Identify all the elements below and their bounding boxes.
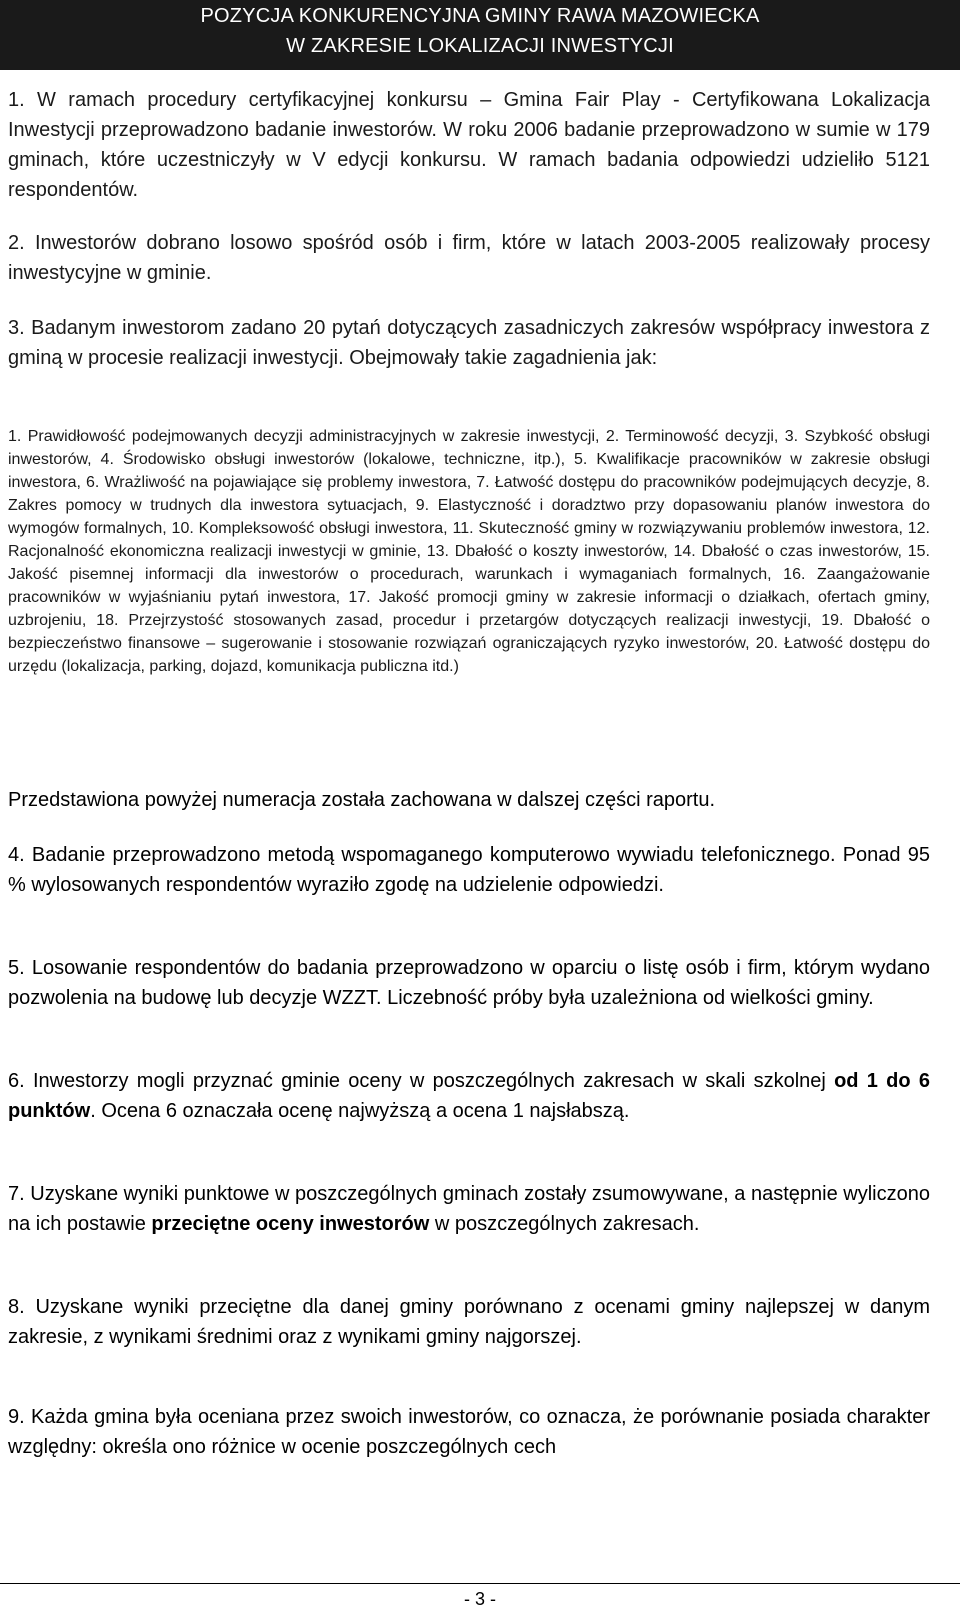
paragraph-7-text-end: w poszczególnych zakresach. xyxy=(429,1213,700,1235)
paragraph-6-text-start: 6. Inwestorzy mogli przyznać gminie oceny w poszczególnych zakresach w skali szkolnej xyxy=(8,1070,835,1092)
paragraph-9: 9. Każda gmina była oceniana przez swoich inwestorów, co oznacza, że porównanie posiada charakter względny: określa ono różnice w ocenie poszczególnych cech xyxy=(8,1406,930,1458)
paragraph-1: 1. W ramach procedury certyfikacyjnej konkursu – Gmina Fair Play - Certyfikowana Lokalizacja Inwestycji przeprowadzono badanie inwestorów. W roku 2006 badanie przeprowadzono w sumie w 179 gminach, które uczestniczyły w V edycji konkursu. W ramach badania odpowiedzi udzieliło 5121 respondentów. xyxy=(8,89,930,201)
paragraph-4: 4. Badanie przeprowadzono metodą wspomaganego komputerowo wywiadu telefonicznego. Ponad 95 % wylosowanych respondentów wyraziło zgodę na udzielenie odpowiedzi. xyxy=(8,844,930,896)
paragraph-6-text-end: . Ocena 6 oznaczała ocenę najwyższą a ocena 1 najsłabszą. xyxy=(90,1100,630,1122)
paragraph-6-bold-scale: od 1 do 6 punktów xyxy=(8,1070,930,1122)
paragraph-3: 3. Badanym inwestorom zadano 20 pytań dotyczących zasadniczych zakresów współpracy inwestora z gminą w procesie realizacji inwestycji. Obejmowały takie zagadnienia jak: xyxy=(8,317,930,369)
paragraph-8: 8. Uzyskane wyniki przeciętne dla danej gminy porównano z ocenami gminy najlepszej w danym zakresie, z wynikami średnimi oraz z wynikami gminy najgorszej. xyxy=(8,1296,930,1348)
paragraph-6 xyxy=(8,1066,930,1126)
footer-divider xyxy=(0,1583,960,1584)
header-title-line2: W ZAKRESIE LOKALIZACJI INWESTYCJI xyxy=(286,35,674,57)
header-title-line1: POZYCJA KONKURENCYJNA GMINY RAWA MAZOWIECKA xyxy=(200,5,760,27)
paragraph-7-bold-ratings: przeciętne oceny inwestorów xyxy=(151,1213,430,1235)
paragraph-7 xyxy=(8,1179,930,1239)
question-list: 1. Prawidłowość podejmowanych decyzji administracyjnych w zakresie inwestycji, 2. Terminowość decyzji, 3. Szybkość obsługi inwestorów, 4. Środowisko obsługi inwestorów (lokalowe, techniczne, itp.), 5. Kwalifikacje pracowników w zakresie obsługi inwestora, 6. Wrażliwość na pojawiające się problemy inwestora, 7. Łatwość dostępu do pracowników podejmujących decyzje, 8. Zakres pomocy w trudnych dla inwestora sytuacjach, 9. Elastyczność i doradztwo przy dopasowaniu planów inwestora do wymogów formalnych, 10. Kompleksowość obsługi inwestora, 11. Skuteczność gminy w rozwiązywaniu problemów inwestora, 12. Racjonalność ekonomiczna realizacji inwestycji w gminie, 13. Dbałość o koszty inwestorów, 14. Dbałość o czas inwestorów, 15. Jakość pisemnej informacji dla inwestorów o procedurach, warunkach i wymaganiach formalnych, 16. Zaangażowanie pracowników w wyjaśnianiu pytań inwestora, 17. Jakość promocji gminy w zakresie informacji o działkach, ofertach gminy, uzbrojeniu, 18. Przejrzystość stosowanych zasad, procedur i przetargów dotyczących realizacji inwestycji, 19. Dbałość o bezpieczeństwo finansowe – sugerowanie i stosowanie rozwiązań ograniczających ryzyko inwestorów, 20. Łatwość dostępu do urzędu (lokalizacja, parking, dojazd, komunikacja publiczna itd.) xyxy=(8,428,930,675)
paragraph-2: 2. Inwestorów dobrano losowo spośród osób i firm, które w latach 2003-2005 realizowały procesy inwestycyjne w gminie. xyxy=(8,232,930,284)
paragraph-7-text-start: 7. Uzyskane wyniki punktowe w poszczególnych gminach zostały zsumowywane, a następnie wyliczono na ich postawie xyxy=(8,1183,930,1235)
paragraph-5: 5. Losowanie respondentów do badania przeprowadzono w oparciu o listę osób i firm, którym wydano pozwolenia na budowę lub decyzje WZZT. Liczebność próby była uzależniona od wielkości gminy. xyxy=(8,957,930,1009)
page-number: - 3 - xyxy=(463,1589,496,1609)
numbering-note: Przedstawiona powyżej numeracja została zachowana w dalszej części raportu. xyxy=(8,789,716,811)
